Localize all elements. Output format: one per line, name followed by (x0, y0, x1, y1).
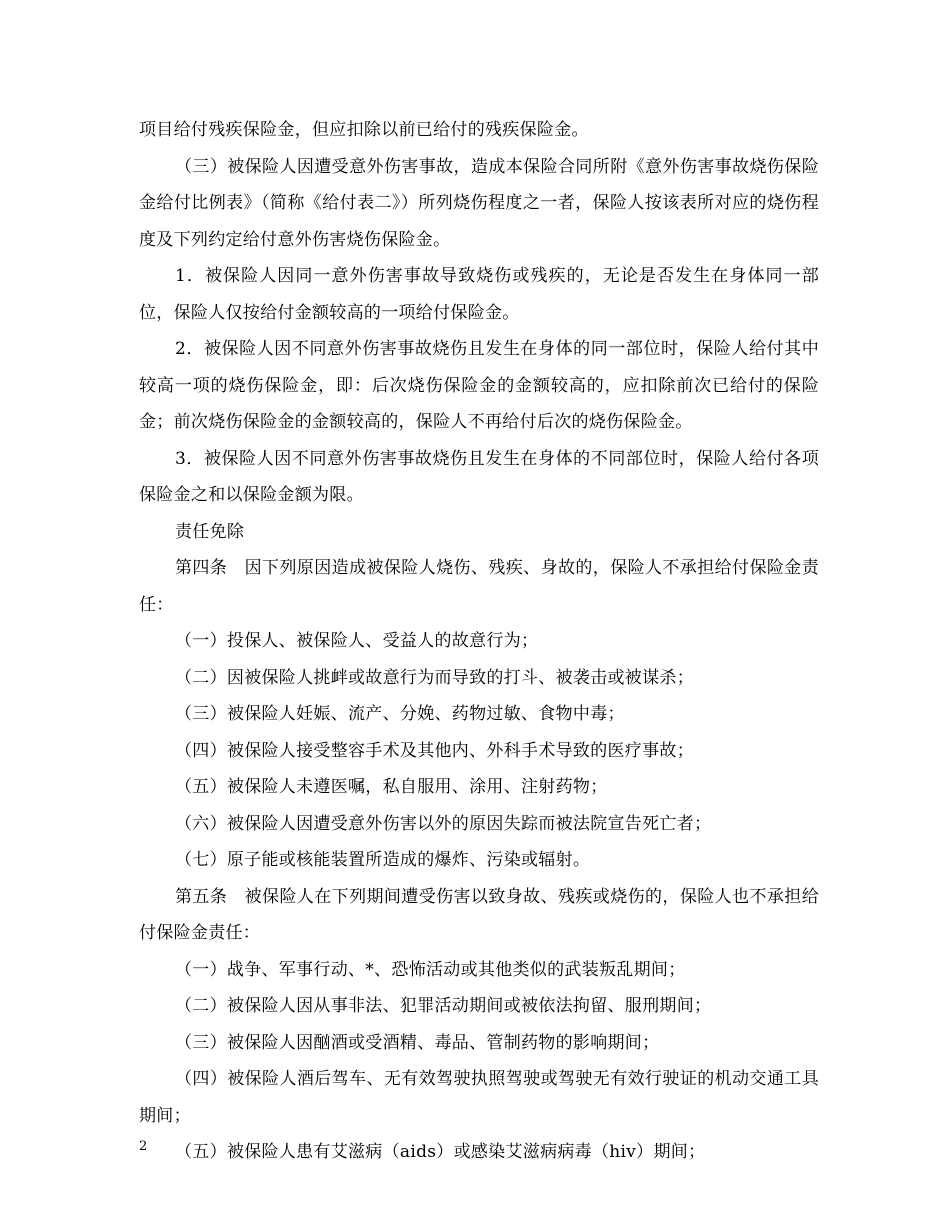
page-number: 2 (139, 1139, 148, 1154)
section-heading-exclusions: 责任免除 (175, 521, 245, 542)
article-5-item-3: （三）被保险人因酗酒或受酒精、毒品、管制药物的影响期间； (175, 1032, 660, 1053)
article-4-item-7: （七）原子能或核能装置所造成的爆炸、污染或辐射。 (175, 850, 591, 870)
paragraph-rule-1: 1．被保险人因同一意外伤害事故导致烧伤或残疾的，无论是否发生在身体同一部位，保险人仅按给付金额较高的一项给付保险金。 (139, 266, 819, 323)
article-4-item-1: （一）投保人、被保险人、受益人的故意行为； (175, 631, 539, 651)
article-4: 第四条 因下列原因造成被保险人烧伤、残疾、身故的，保险人不承担给付保险金责任： (139, 558, 819, 615)
paragraph-rule-3: 3．被保险人因不同意外伤害事故烧伤且发生在身体的不同部位时，保险人给付各项保险金之和以保险金额为限。 (139, 448, 819, 505)
article-5-item-1: （一）战争、军事行动、*、恐怖活动或其他类似的武装叛乱期间； (175, 959, 686, 980)
article-4-item-2: （二）因被保险人挑衅或故意行为而导致的打斗、被袭击或被谋杀； (175, 667, 694, 688)
article-5-item-2: （二）被保险人因从事非法、犯罪活动期间或被依法拘留、服刑期间； (175, 996, 712, 1016)
article-5-item-4: （四）被保险人酒后驾车、无有效驾驶执照驾驶或驾驶无有效行驶证的机动交通工具期间； (139, 1069, 819, 1126)
article-4-item-5: （五）被保险人未遵医嘱，私自服用、涂用、注射药物； (175, 777, 608, 797)
paragraph-continuation: 项目给付残疾保险金，但应扣除以前已给付的残疾保险金。 (139, 120, 589, 140)
paragraph-clause-3: （三）被保险人因遭受意外伤害事故，造成本保险合同所附《意外伤害事故烧伤保险金给付比例表》（简称《给付表二》）所列烧伤程度之一者，保险人按该表所对应的烧伤程度及下列约定给付意外伤害烧伤保险金。 (139, 156, 819, 250)
paragraph-rule-2: 2．被保险人因不同意外伤害事故烧伤且发生在身体的同一部位时，保险人给付其中较高一项的烧伤保险金，即：后次烧伤保险金的金额较高的，应扣除前次已给付的保险金；前次烧伤保险金的金额较高的，保险人不再给付后次的烧伤保险金。 (139, 339, 819, 432)
article-5-item-5: （五）被保险人患有艾滋病（aids）或感染艾滋病病毒（hiv）期间； (175, 1142, 706, 1162)
document-body (139, 112, 819, 1171)
article-4-item-6: （六）被保险人因遭受意外伤害以外的原因失踪而被法院宣告死亡者； (175, 813, 712, 834)
article-4-item-4: （四）被保险人接受整容手术及其他内、外科手术导致的医疗事故； (175, 740, 694, 761)
article-4-item-3: （三）被保险人妊娠、流产、分娩、药物过敏、食物中毒； (175, 704, 625, 724)
article-5: 第五条 被保险人在下列期间遭受伤害以致身故、残疾或烧伤的，保险人也不承担给付保险金责任： (139, 886, 819, 943)
